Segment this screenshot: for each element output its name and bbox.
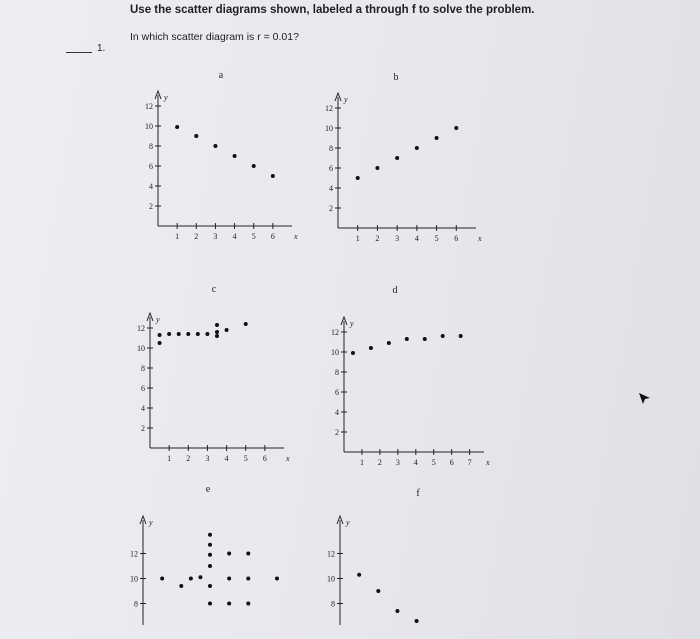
plot-c-x-tick-label: 5 — [243, 454, 248, 463]
plot-f-point — [376, 589, 380, 593]
plot-a-x-tick-label: 1 — [175, 232, 180, 241]
plot-b-y-axis-label: y — [344, 95, 348, 104]
plot-a-x-tick-label: 2 — [194, 232, 199, 241]
plot-e-point — [227, 602, 231, 606]
plot-c-point — [215, 334, 219, 338]
plot-b-x-tick-label: 4 — [414, 234, 419, 243]
plot-a-point — [175, 125, 179, 129]
mouse-pointer-icon — [638, 392, 652, 406]
question-text: In which scatter diagram is r = 0.01? — [130, 31, 299, 43]
plot-f-point — [357, 573, 361, 577]
plot-d-y-tick-label: 8 — [335, 368, 339, 377]
plot-c-y-tick-label: 2 — [141, 424, 145, 433]
plot-c-y-tick-label: 4 — [141, 404, 145, 413]
plot-c-x-tick-label: 1 — [167, 454, 172, 463]
plot-c-point — [177, 332, 181, 336]
plot-f-y-tick-label: 10 — [327, 574, 335, 584]
plot-b-x-tick-label: 2 — [375, 234, 380, 243]
plot-e-point — [208, 553, 212, 557]
plot-a-label: a — [218, 70, 224, 81]
plot-f-y-tick-label: 12 — [327, 549, 335, 559]
plot-b-x-axis-label: x — [478, 234, 482, 243]
question-number: 1. — [97, 43, 106, 54]
plot-d-point — [351, 351, 355, 355]
problem-instruction: Use the scatter diagrams shown, labeled a through f to solve the problem. — [130, 4, 535, 16]
plot-a-x-tick-label: 5 — [251, 232, 256, 241]
plot-b-y-tick-label: 6 — [329, 164, 333, 173]
plot-d-point — [459, 334, 463, 338]
plot-a-x-axis-label: x — [294, 232, 298, 241]
plot-c-point — [244, 322, 248, 326]
plot-d-x-tick-label: 5 — [431, 458, 436, 467]
plot-a-x-tick-label: 6 — [270, 232, 275, 241]
plot-e-y-axis-label: y — [149, 518, 153, 527]
plot-a-y-tick-label: 4 — [149, 182, 153, 191]
plot-b-x-tick-label: 3 — [395, 234, 400, 243]
plot-c-y-tick-label: 8 — [141, 364, 145, 373]
plot-b-point — [415, 146, 419, 150]
plot-a-y-tick-label: 8 — [149, 142, 153, 151]
plot-c-x-tick-label: 6 — [262, 454, 267, 463]
plot-d-point — [387, 341, 391, 345]
plot-f-y-tick-label: 8 — [331, 599, 335, 609]
plot-e-point — [208, 564, 212, 568]
plot-b-y-tick-label: 2 — [329, 204, 333, 213]
plot-d-x-axis-label: x — [486, 458, 490, 467]
plot-d-point — [369, 346, 373, 350]
plot-e-point — [179, 584, 183, 588]
plot-e-point — [246, 552, 250, 556]
plot-f-point — [415, 619, 419, 623]
plot-a-y-tick-label: 6 — [149, 162, 153, 171]
plot-d-x-tick-label: 1 — [359, 458, 364, 467]
plot-a-x-tick-label: 3 — [213, 232, 218, 241]
plot-b-point — [375, 166, 379, 170]
plot-d-x-tick-label: 3 — [395, 458, 400, 467]
plot-d-point — [405, 337, 409, 341]
plot-b-point — [395, 156, 399, 160]
plot-b-x-tick-label: 1 — [355, 234, 360, 243]
plot-c-point — [158, 341, 162, 345]
plot-e-point — [208, 533, 212, 537]
plot-d-x-tick-label: 6 — [449, 458, 454, 467]
plot-e-point — [208, 584, 212, 588]
plot-c-point — [196, 332, 200, 336]
plot-c-y-axis-label: y — [156, 315, 160, 324]
plot-c-point — [158, 333, 162, 337]
plot-e-point — [227, 577, 231, 581]
plot-c-x-tick-label: 3 — [205, 454, 210, 463]
plot-f-label: f — [416, 488, 420, 499]
plot-a-point — [213, 144, 217, 148]
plot-d-point — [441, 334, 445, 338]
plot-e-point — [189, 577, 193, 581]
plot-c-x-tick-label: 2 — [186, 454, 191, 463]
plot-a-point — [252, 164, 256, 168]
plot-c-point — [167, 332, 171, 336]
plot-a-point — [271, 174, 275, 178]
plot-e-y-tick-label: 10 — [130, 574, 138, 584]
plot-e-point — [208, 543, 212, 547]
plot-b-x-tick-label: 5 — [434, 234, 439, 243]
plot-c-point — [205, 332, 209, 336]
plot-d-point — [423, 337, 427, 341]
plot-d-y-tick-label: 6 — [335, 388, 339, 397]
plot-d-x-tick-label: 2 — [377, 458, 382, 467]
plot-b-point — [356, 176, 360, 180]
plot-f-y-axis-label: y — [346, 518, 350, 527]
plot-c-y-tick-label: 6 — [141, 384, 145, 393]
plot-b-point — [435, 136, 439, 140]
plot-c-point — [215, 323, 219, 327]
plot-b-y-tick-label: 12 — [325, 104, 333, 113]
plot-a-point — [233, 154, 237, 158]
plot-b-label: b — [393, 72, 399, 83]
plot-b-y-tick-label: 10 — [325, 124, 333, 133]
plot-e-y-tick-label: 8 — [134, 599, 138, 609]
plot-e-point — [208, 602, 212, 606]
plot-d-y-tick-label: 12 — [331, 328, 339, 337]
plot-a-y-tick-label: 2 — [149, 202, 153, 211]
plot-d-y-tick-label: 4 — [335, 408, 339, 417]
plot-e-point — [246, 602, 250, 606]
plot-e-point — [160, 577, 164, 581]
plot-a-y-axis-label: y — [164, 93, 168, 102]
plot-a-y-tick-label: 10 — [145, 122, 153, 131]
plot-f-point — [395, 609, 399, 613]
plot-c-y-tick-label: 10 — [137, 344, 145, 353]
plot-e-label: e — [205, 484, 211, 495]
plot-e-point — [227, 552, 231, 556]
plot-c-x-axis-label: x — [286, 454, 290, 463]
plot-b-x-tick-label: 6 — [454, 234, 459, 243]
plot-b-y-tick-label: 4 — [329, 184, 333, 193]
plot-e-y-tick-label: 12 — [130, 549, 138, 559]
plot-c-y-tick-label: 12 — [137, 324, 145, 333]
plot-a-x-tick-label: 4 — [232, 232, 237, 241]
plot-c-point — [215, 330, 219, 334]
plot-d-y-tick-label: 10 — [331, 348, 339, 357]
plot-e-point — [198, 575, 202, 579]
plot-d-x-tick-label: 7 — [467, 458, 472, 467]
plot-b-y-tick-label: 8 — [329, 144, 333, 153]
plot-d-x-tick-label: 4 — [413, 458, 418, 467]
plot-c-point — [225, 328, 229, 332]
plot-d-y-tick-label: 2 — [335, 428, 339, 437]
plot-d-label: d — [392, 285, 398, 296]
plot-a-y-tick-label: 12 — [145, 102, 153, 111]
plot-c-label: c — [211, 284, 217, 295]
plot-e-point — [275, 577, 279, 581]
plot-c-point — [186, 332, 190, 336]
plot-d-y-axis-label: y — [350, 319, 354, 328]
plot-c-x-tick-label: 4 — [224, 454, 229, 463]
plot-a-point — [194, 134, 198, 138]
plot-e-point — [246, 577, 250, 581]
plot-b-point — [454, 126, 458, 130]
